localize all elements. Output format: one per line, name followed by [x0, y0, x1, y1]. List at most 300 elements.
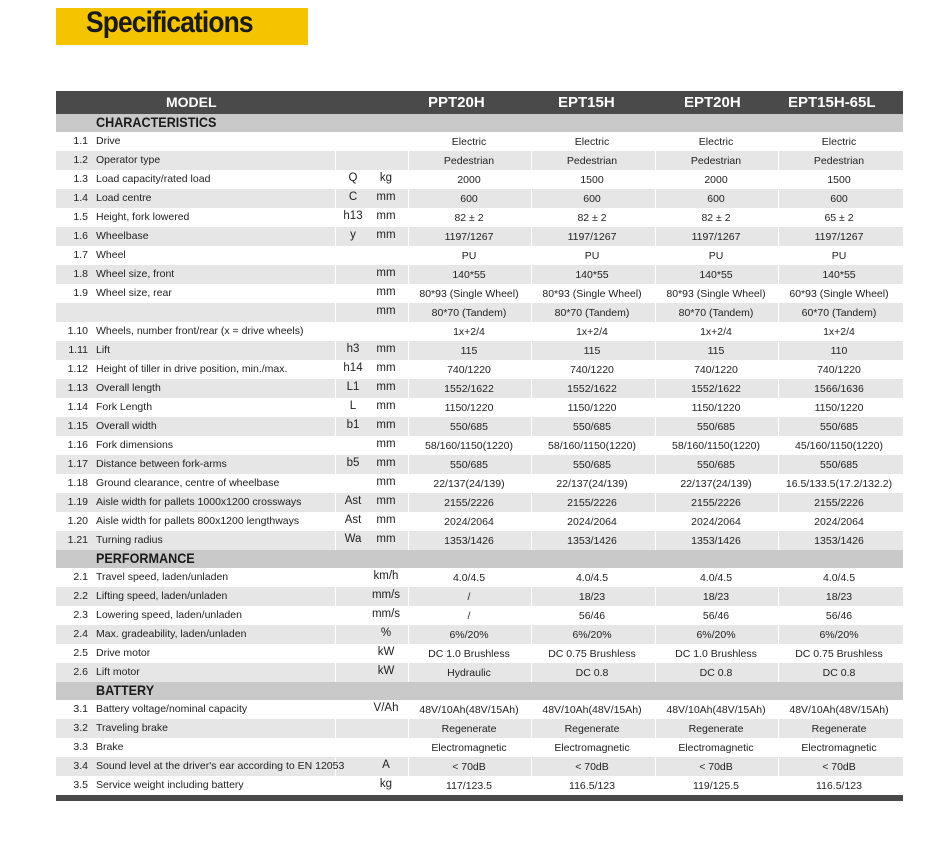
column-divider — [335, 417, 336, 436]
cell-value: 56/46 — [578, 610, 606, 622]
cell-value: 550/685 — [450, 459, 488, 471]
row-unit: mm — [376, 343, 396, 355]
column-divider — [335, 379, 336, 398]
cell-value: 140*55 — [452, 269, 486, 281]
cell-value: 18/23 — [825, 591, 853, 603]
cell-value: Electromagnetic — [431, 742, 507, 754]
row-unit: kW — [377, 646, 395, 658]
cell-value: Electric — [451, 136, 487, 148]
cell-value: 2155/2226 — [814, 497, 864, 509]
row-unit: mm — [376, 210, 396, 222]
cell-value: 80*93 (Single Wheel) — [666, 288, 766, 300]
cell-value: 140*55 — [575, 269, 609, 281]
model-name: EPT15H — [558, 94, 615, 111]
cell-value: 1x+2/4 — [823, 326, 855, 338]
row-number: 1.5 — [73, 211, 88, 223]
row-number: 1.6 — [73, 230, 88, 242]
cell-value: 82 ± 2 — [701, 212, 731, 224]
cell-value: 1150/1220 — [444, 402, 494, 414]
row-number: 1.20 — [67, 515, 88, 527]
table-row — [56, 663, 903, 682]
cell-value: 82 ± 2 — [454, 212, 484, 224]
row-symbol: h3 — [346, 343, 360, 355]
cell-value: < 70dB — [699, 761, 733, 773]
cell-value: Electric — [698, 136, 734, 148]
cell-value: 1x+2/4 — [453, 326, 485, 338]
cell-value: 1197/1267 — [567, 231, 617, 243]
row-number: 1.7 — [73, 249, 88, 261]
row-number: 1.10 — [67, 325, 88, 337]
table-row — [56, 568, 903, 587]
table-row — [56, 606, 903, 625]
row-unit: mm — [376, 438, 396, 450]
row-unit: A — [382, 759, 390, 771]
cell-value: 1x+2/4 — [700, 326, 732, 338]
cell-value: 1150/1220 — [814, 402, 864, 414]
column-divider — [335, 663, 336, 682]
table-row — [56, 757, 903, 776]
cell-value: 550/685 — [697, 459, 735, 471]
row-number: 3.1 — [73, 703, 88, 715]
cell-value: / — [467, 591, 471, 603]
column-divider — [335, 587, 336, 606]
row-number: 1.1 — [73, 135, 88, 147]
row-number: 1.3 — [73, 173, 88, 185]
row-description: Max. gradeability, laden/unladen — [96, 628, 247, 640]
row-symbol: y — [350, 229, 356, 241]
row-description: Travel speed, laden/unladen — [96, 571, 229, 583]
table-row — [56, 493, 903, 512]
table-row — [56, 170, 903, 189]
cell-value: 115 — [707, 345, 725, 357]
cell-value: 56/46 — [825, 610, 853, 622]
cell-value: 45/160/1150(1220) — [795, 440, 883, 452]
row-description: Drive motor — [96, 647, 151, 659]
row-unit: mm — [376, 381, 396, 393]
model-name: EPT15H-65L — [788, 94, 876, 111]
row-description: Distance between fork-arms — [96, 458, 227, 470]
cell-value: 740/1220 — [447, 364, 491, 376]
cell-value: 2024/2064 — [814, 516, 864, 528]
cell-value: 140*55 — [699, 269, 733, 281]
row-number: 1.14 — [67, 401, 88, 413]
row-symbol: h13 — [343, 210, 363, 222]
row-number: 2.5 — [73, 647, 88, 659]
table-row — [56, 474, 903, 493]
row-description: Load capacity/rated load — [96, 173, 211, 185]
table-footer-bar — [56, 795, 903, 801]
cell-value: 740/1220 — [570, 364, 614, 376]
cell-value: 1x+2/4 — [576, 326, 608, 338]
column-divider — [335, 132, 336, 151]
section-header — [56, 682, 903, 700]
cell-value: 1197/1267 — [444, 231, 494, 243]
section-title: PERFORMANCE — [96, 550, 195, 566]
cell-value: 4.0/4.5 — [699, 572, 733, 584]
cell-value: 4.0/4.5 — [822, 572, 856, 584]
row-description: Sound level at the driver's ear according to EN 12053 — [96, 760, 345, 772]
table-row — [56, 246, 903, 265]
column-divider — [335, 170, 336, 189]
cell-value: 600 — [460, 193, 478, 205]
cell-value: 1197/1267 — [814, 231, 864, 243]
table-row — [56, 284, 903, 303]
cell-value: 2024/2064 — [444, 516, 494, 528]
cell-value: 740/1220 — [694, 364, 738, 376]
table-row — [56, 208, 903, 227]
cell-value: Electromagnetic — [801, 742, 877, 754]
section-title: CHARACTERISTICS — [96, 114, 217, 130]
table-row — [56, 341, 903, 360]
cell-value: 22/137(24/139) — [556, 478, 628, 490]
column-divider — [335, 322, 336, 341]
row-number: 2.2 — [73, 590, 88, 602]
cell-value: 2024/2064 — [691, 516, 741, 528]
row-unit: mm — [376, 229, 396, 241]
row-description: Battery voltage/nominal capacity — [96, 703, 248, 715]
column-divider — [335, 493, 336, 512]
row-description: Traveling brake — [96, 722, 168, 734]
row-unit: % — [380, 627, 392, 639]
cell-value: 1150/1220 — [691, 402, 741, 414]
table-row — [56, 531, 903, 550]
row-symbol: Wa — [344, 533, 362, 545]
row-number: 1.19 — [67, 496, 88, 508]
cell-value: DC 0.8 — [822, 667, 856, 679]
row-unit: mm — [376, 457, 396, 469]
cell-value: 1353/1426 — [444, 535, 494, 547]
cell-value: 58/160/1150(1220) — [548, 440, 636, 452]
page-title: Specifications — [86, 6, 253, 39]
column-divider — [335, 436, 336, 455]
row-description: Lift — [96, 344, 111, 356]
row-description: Service weight including battery — [96, 779, 244, 791]
cell-value: Hydraulic — [447, 667, 491, 679]
row-description: Drive — [96, 135, 121, 147]
cell-value: 18/23 — [578, 591, 606, 603]
row-symbol: C — [348, 191, 358, 203]
cell-value: Electric — [821, 136, 857, 148]
section-title: BATTERY — [96, 682, 155, 698]
cell-value: PU — [831, 250, 847, 262]
row-description: Brake — [96, 741, 124, 753]
row-description: Wheel — [96, 249, 126, 261]
cell-value: 22/137(24/139) — [680, 478, 752, 490]
column-divider — [335, 776, 336, 795]
cell-value: PU — [584, 250, 600, 262]
row-number: 2.6 — [73, 666, 88, 678]
column-divider — [335, 625, 336, 644]
cell-value: 22/137(24/139) — [433, 478, 505, 490]
table-row — [56, 379, 903, 398]
model-label: MODEL — [166, 94, 217, 110]
row-number: 1.15 — [67, 420, 88, 432]
cell-value: 1150/1220 — [567, 402, 617, 414]
row-unit: mm/s — [371, 589, 401, 601]
row-description: Lowering speed, laden/unladen — [96, 609, 242, 621]
row-unit: km/h — [373, 570, 399, 582]
row-number: 1.11 — [68, 344, 88, 356]
row-unit: mm — [376, 267, 396, 279]
cell-value: 550/685 — [820, 459, 858, 471]
cell-value: DC 1.0 Brushless — [428, 648, 510, 660]
row-symbol: h14 — [343, 362, 363, 374]
model-name: PPT20H — [428, 94, 485, 111]
cell-value: 550/685 — [573, 421, 611, 433]
column-divider — [335, 360, 336, 379]
column-divider — [335, 531, 336, 550]
cell-value: Regenerate — [811, 723, 867, 735]
row-unit: mm/s — [371, 608, 401, 620]
table-row — [56, 700, 903, 719]
cell-value: 550/685 — [450, 421, 488, 433]
cell-value: 1197/1267 — [691, 231, 741, 243]
row-symbol: b1 — [346, 419, 360, 431]
row-number: 1.17 — [67, 458, 88, 470]
cell-value: 115 — [460, 345, 478, 357]
row-description: Turning radius — [96, 534, 163, 546]
table-row — [56, 436, 903, 455]
cell-value: 48V/10Ah(48V/15Ah) — [419, 704, 519, 716]
cell-value: Pedestrian — [690, 155, 742, 167]
row-description: Wheelbase — [96, 230, 149, 242]
cell-value: Regenerate — [564, 723, 620, 735]
row-description: Aisle width for pallets 800x1200 lengthways — [96, 515, 300, 527]
row-description: Operator type — [96, 154, 161, 166]
cell-value: 600 — [830, 193, 848, 205]
table-row — [56, 151, 903, 170]
cell-value: 56/46 — [702, 610, 730, 622]
cell-value: Pedestrian — [566, 155, 618, 167]
row-number: 1.4 — [73, 192, 88, 204]
cell-value: 58/160/1150(1220) — [672, 440, 760, 452]
row-unit: mm — [376, 419, 396, 431]
cell-value: Pedestrian — [443, 155, 495, 167]
row-unit: mm — [376, 514, 396, 526]
cell-value: 116.5/123 — [816, 780, 862, 792]
table-row — [56, 455, 903, 474]
row-symbol: L — [349, 400, 357, 412]
cell-value: Regenerate — [441, 723, 497, 735]
cell-value: 6%/20% — [572, 629, 612, 641]
row-number: 3.3 — [73, 741, 88, 753]
table-row — [56, 587, 903, 606]
row-symbol: Ast — [344, 514, 362, 526]
cell-value: 1552/1622 — [691, 383, 741, 395]
table-row — [56, 360, 903, 379]
table-row — [56, 625, 903, 644]
row-description: Load centre — [96, 192, 152, 204]
table-row — [56, 132, 903, 151]
cell-value: 2000 — [704, 174, 728, 186]
cell-value: DC 0.75 Brushless — [795, 648, 883, 660]
row-description: Lifting speed, laden/unladen — [96, 590, 228, 602]
cell-value: 80*93 (Single Wheel) — [542, 288, 642, 300]
section-header — [56, 550, 903, 568]
cell-value: 80*93 (Single Wheel) — [419, 288, 519, 300]
column-divider — [335, 208, 336, 227]
cell-value: 82 ± 2 — [577, 212, 607, 224]
cell-value: Pedestrian — [813, 155, 865, 167]
table-row — [56, 227, 903, 246]
column-divider — [335, 265, 336, 284]
cell-value: 6%/20% — [449, 629, 489, 641]
row-number: 1.12 — [67, 363, 88, 375]
spec-table — [56, 91, 903, 801]
table-row — [56, 719, 903, 738]
cell-value: 2024/2064 — [567, 516, 617, 528]
row-description: Fork dimensions — [96, 439, 174, 451]
model-header-row — [56, 91, 903, 114]
row-description: Wheel size, front — [96, 268, 175, 280]
table-row — [56, 265, 903, 284]
column-divider — [335, 151, 336, 170]
row-description: Height, fork lowered — [96, 211, 190, 223]
cell-value: / — [467, 610, 471, 622]
column-divider — [335, 700, 336, 719]
row-unit: mm — [376, 362, 396, 374]
row-number: 1.2 — [73, 154, 88, 166]
column-divider — [335, 455, 336, 474]
cell-value: 60*70 (Tandem) — [801, 307, 877, 319]
cell-value: 116.5/123 — [569, 780, 615, 792]
row-description: Ground clearance, centre of wheelbase — [96, 477, 280, 489]
row-number: 2.3 — [73, 609, 88, 621]
cell-value: 48V/10Ah(48V/15Ah) — [666, 704, 766, 716]
column-divider — [335, 568, 336, 587]
cell-value: 60*93 (Single Wheel) — [789, 288, 889, 300]
cell-value: Electric — [574, 136, 610, 148]
model-name: EPT20H — [684, 94, 741, 111]
cell-value: 550/685 — [820, 421, 858, 433]
table-row — [56, 417, 903, 436]
cell-value: 115 — [583, 345, 601, 357]
cell-value: 1353/1426 — [691, 535, 741, 547]
cell-value: 18/23 — [702, 591, 730, 603]
column-divider — [335, 719, 336, 738]
row-unit: mm — [376, 495, 396, 507]
row-unit: mm — [376, 533, 396, 545]
row-description: Wheels, number front/rear (x = drive wheels) — [96, 325, 304, 337]
cell-value: < 70dB — [575, 761, 609, 773]
cell-value: 6%/20% — [696, 629, 736, 641]
row-unit: mm — [376, 286, 396, 298]
cell-value: 1500 — [827, 174, 851, 186]
cell-value: 2155/2226 — [567, 497, 617, 509]
cell-value: DC 1.0 Brushless — [675, 648, 757, 660]
column-divider — [335, 303, 336, 322]
cell-value: 1566/1636 — [814, 383, 864, 395]
row-symbol: b5 — [346, 457, 360, 469]
table-row — [56, 189, 903, 208]
column-divider — [335, 189, 336, 208]
column-divider — [335, 738, 336, 757]
cell-value: 550/685 — [573, 459, 611, 471]
cell-value: 740/1220 — [817, 364, 861, 376]
row-description: Wheel size, rear — [96, 287, 172, 299]
row-number: 3.4 — [73, 760, 88, 772]
cell-value: 4.0/4.5 — [575, 572, 609, 584]
column-divider — [335, 284, 336, 303]
row-description: Overall length — [96, 382, 161, 394]
row-unit: kg — [379, 172, 393, 184]
row-description: Overall width — [96, 420, 157, 432]
cell-value: Regenerate — [688, 723, 744, 735]
cell-value: 1353/1426 — [814, 535, 864, 547]
cell-value: Electromagnetic — [678, 742, 754, 754]
cell-value: < 70dB — [822, 761, 856, 773]
cell-value: 2155/2226 — [691, 497, 741, 509]
row-number: 1.18 — [67, 477, 88, 489]
spec-body — [56, 114, 903, 795]
cell-value: 1552/1622 — [444, 383, 494, 395]
cell-value: 48V/10Ah(48V/15Ah) — [789, 704, 889, 716]
table-row — [56, 512, 903, 531]
column-divider — [335, 644, 336, 663]
table-row — [56, 303, 903, 322]
cell-value: 1500 — [580, 174, 604, 186]
row-unit: mm — [376, 191, 396, 203]
cell-value: 6%/20% — [819, 629, 859, 641]
cell-value: 58/160/1150(1220) — [425, 440, 513, 452]
row-number: 1.13 — [67, 382, 88, 394]
row-number: 3.2 — [73, 722, 88, 734]
row-description: Fork Length — [96, 401, 153, 413]
table-row — [56, 398, 903, 417]
cell-value: DC 0.8 — [575, 667, 609, 679]
row-number: 1.9 — [73, 287, 88, 299]
row-unit: kW — [377, 665, 395, 677]
cell-value: DC 0.8 — [699, 667, 733, 679]
column-divider — [335, 606, 336, 625]
cell-value: 110 — [830, 345, 848, 357]
row-number: 1.8 — [73, 268, 88, 280]
row-unit: V/Ah — [373, 702, 399, 714]
row-unit: mm — [376, 305, 396, 317]
cell-value: 2000 — [457, 174, 481, 186]
section-header — [56, 114, 903, 132]
cell-value: 65 ± 2 — [824, 212, 854, 224]
cell-value: DC 0.75 Brushless — [548, 648, 636, 660]
column-divider — [335, 341, 336, 360]
row-number: 1.21 — [67, 534, 88, 546]
table-row — [56, 322, 903, 341]
cell-value: 600 — [583, 193, 601, 205]
row-symbol: L1 — [346, 381, 360, 393]
column-divider — [335, 246, 336, 265]
cell-value: < 70dB — [452, 761, 486, 773]
cell-value: 550/685 — [697, 421, 735, 433]
row-number: 1.16 — [67, 439, 88, 451]
table-row — [56, 738, 903, 757]
cell-value: PU — [461, 250, 477, 262]
column-divider — [335, 398, 336, 417]
cell-value: 4.0/4.5 — [452, 572, 486, 584]
row-symbol: Ast — [344, 495, 362, 507]
cell-value: PU — [708, 250, 724, 262]
row-description: Lift motor — [96, 666, 140, 678]
column-divider — [335, 474, 336, 493]
cell-value: Electromagnetic — [554, 742, 630, 754]
cell-value: 48V/10Ah(48V/15Ah) — [542, 704, 642, 716]
row-unit: mm — [376, 476, 396, 488]
row-description: Height of tiller in drive position, min./max. — [96, 363, 288, 375]
row-number: 3.5 — [73, 779, 88, 791]
cell-value: 117/123.5 — [446, 780, 492, 792]
row-unit: mm — [376, 400, 396, 412]
table-row — [56, 644, 903, 663]
row-unit: kg — [379, 778, 393, 790]
